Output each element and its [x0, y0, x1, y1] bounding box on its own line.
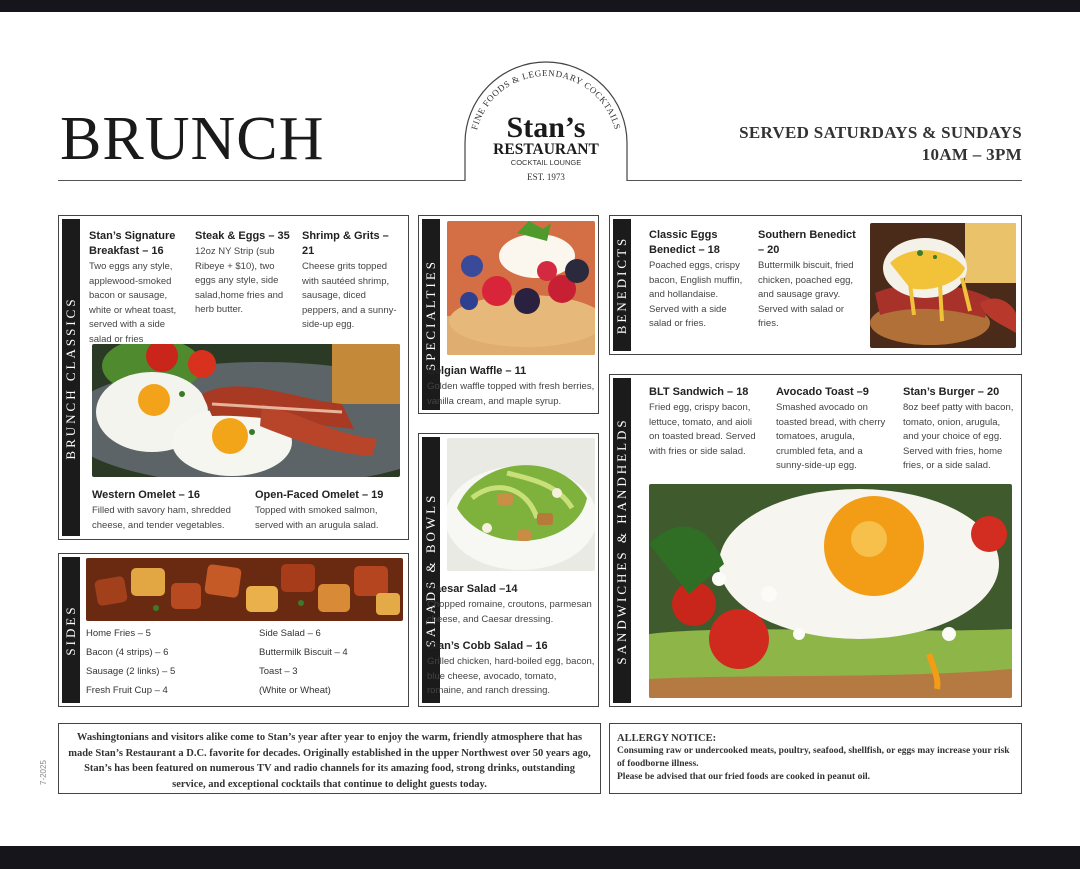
item-name: Classic Eggs Benedict – 18 [649, 229, 720, 256]
header-rule-right [626, 180, 1022, 181]
served-hours [739, 122, 1022, 166]
side-item: Sausage (2 links) – 5 [86, 666, 176, 677]
menu-item [649, 385, 761, 459]
section-salads [418, 433, 599, 707]
item-name: Stan’s Burger – 20 [903, 386, 1000, 398]
item-name: Stan’s Cobb Salad – 16 [427, 640, 548, 652]
item-desc: Smashed avocado on toasted bread, with cherry tomatoes, arugula, crumbled feta, and a sunny-side-up egg. [776, 402, 886, 471]
sides-label: SIDES [63, 604, 78, 656]
item-name: Stan’s Signature Breakfast – 16 [89, 230, 176, 257]
item-name: Shrimp & Grits – 21 [302, 230, 389, 257]
item-desc: 12oz NY Strip (sub Ribeye + $10), two eggs any style, side salad,home fries and herb butter. [195, 246, 284, 315]
sides-list-right [259, 624, 404, 700]
section-sides [58, 553, 409, 707]
side-item: Toast – 3 [259, 666, 298, 677]
side-item: Side Salad – 6 [259, 628, 321, 639]
allergy-line-1: Consuming raw or undercooked meats, poultry, seafood, shellfish, or eggs may increase your risk of foodborne illness. [617, 746, 1010, 769]
menu-item [758, 228, 860, 332]
specialties-label: SPECIALTIES [423, 258, 438, 371]
item-desc: Topped with smoked salmon, served with an arugula salad. [255, 505, 379, 531]
menu-item [427, 582, 595, 627]
logo-lounge: COCKTAIL LOUNGE [510, 158, 582, 167]
sandwiches-label: SANDWICHES & HANDHELDS [614, 416, 629, 665]
item-desc: Golden waffle topped with fresh berries, vanilla cream, and maple syrup. [427, 381, 595, 407]
section-specialties [418, 215, 599, 414]
menu-item [427, 639, 595, 699]
side-item: (White or Wheat) [259, 685, 331, 696]
item-name: Steak & Eggs – 35 [195, 230, 290, 242]
page-title: BRUNCH [60, 105, 325, 173]
item-desc: Cheese grits topped with sautéed shrimp, sausage, diced peppers, and a sunny-side-up egg. [302, 261, 397, 330]
allergy-line-2: Please be advised that our fried foods are cooked in peanut oil. [617, 772, 870, 782]
side-item: Home Fries – 5 [86, 628, 151, 639]
salads-label: SALADS & BOWLS [423, 492, 438, 648]
benedicts-label: BENEDICTS [614, 235, 629, 335]
section-label [613, 219, 631, 351]
item-name: Southern Benedict – 20 [758, 229, 856, 256]
side-item: Fresh Fruit Cup – 4 [86, 685, 168, 696]
waffle-photo [447, 221, 595, 355]
menu-item [89, 229, 189, 347]
section-label [62, 219, 80, 536]
menu-item [92, 488, 242, 533]
item-desc: Poached eggs, crispy bacon, English muffin, and hollandaise. Served with a side salad or fries. [649, 260, 743, 329]
menu-item [903, 385, 1015, 474]
allergy-notice [609, 723, 1022, 794]
item-name: BLT Sandwich – 18 [649, 386, 749, 398]
item-desc: Fried egg, crispy bacon, lettuce, tomato, and aioli on toasted bread. Served with fries or side salad. [649, 402, 756, 457]
caesar-salad-photo [447, 438, 595, 571]
item-desc: Two eggs any style, applewood-smoked bacon or sausage, white or wheat toast, served with a side salad or fries [89, 261, 177, 345]
bottom-bar [0, 846, 1080, 869]
item-desc: Buttermilk biscuit, fried chicken, poached egg, and sausage gravy. Served with salad or fries. [758, 260, 854, 329]
section-brunch-classics [58, 215, 409, 540]
avocado-toast-photo [649, 484, 1012, 698]
menu-item [427, 364, 595, 409]
menu-item [195, 229, 292, 318]
header-rule-left [58, 180, 466, 181]
section-label [613, 378, 631, 703]
menu-item [255, 488, 403, 533]
menu-item [776, 385, 888, 474]
print-code: 7-2025 [39, 760, 48, 785]
top-bar [0, 0, 1080, 12]
logo-est: EST. 1973 [527, 172, 565, 182]
logo-restaurant: RESTAURANT [493, 141, 599, 158]
item-name: Avocado Toast –9 [776, 386, 869, 398]
section-benedicts [609, 215, 1022, 355]
section-label [62, 557, 80, 703]
item-name: Caesar Salad –14 [427, 583, 518, 595]
item-desc: 8oz beef patty with bacon, tomato, onion, arugula, and your choice of egg. Served with fries, home fries, or a side salad. [903, 402, 1014, 471]
side-item: Bacon (4 strips) – 6 [86, 647, 169, 658]
allergy-heading: ALLERGY NOTICE: [617, 733, 717, 744]
logo-arc-text: FINE FOODS & LEGENDARY COCKTAILS [469, 67, 623, 131]
item-desc: Grilled chicken, hard-boiled egg, bacon, blue cheese, avocado, tomato, romaine, and ranch dressing. [427, 656, 595, 696]
home-fries-photo [86, 558, 403, 621]
item-name: Open-Faced Omelet – 19 [255, 489, 384, 501]
breakfast-photo [92, 344, 400, 477]
sides-list-left [86, 624, 246, 700]
about-blurb: Washingtonians and visitors alike come to Stan’s year after year to enjoy the warm, friendly atmosphere that has made Stan’s Restaurant a D.C. favorite for decades. Originally established in the upper Northwest over 50 years ago, Stan’s has been featured on numerous TV and radio channels for its amazing food, strong drinks, outstanding service, and exceptional cocktails that continue to delight guests today. [58, 723, 601, 794]
stans-logo [461, 57, 631, 185]
item-name: Western Omelet – 16 [92, 489, 201, 501]
menu-item [649, 228, 747, 332]
benedict-photo [870, 223, 1016, 348]
served-time: 10AM – 3PM [921, 145, 1022, 164]
side-item: Buttermilk Biscuit – 4 [259, 647, 348, 658]
item-desc: Chopped romaine, croutons, parmesan cheese, and Caesar dressing. [427, 599, 592, 625]
item-desc: Filled with savory ham, shredded cheese, and tender vegetables. [92, 505, 231, 531]
section-sandwiches [609, 374, 1022, 707]
menu-item [302, 229, 402, 333]
brunch-classics-label: BRUNCH CLASSICS [63, 295, 78, 460]
item-name: Belgian Waffle – 11 [427, 365, 527, 377]
logo-name: Stan’s [506, 111, 586, 144]
served-days: SERVED SATURDAYS & SUNDAYS [739, 123, 1022, 142]
